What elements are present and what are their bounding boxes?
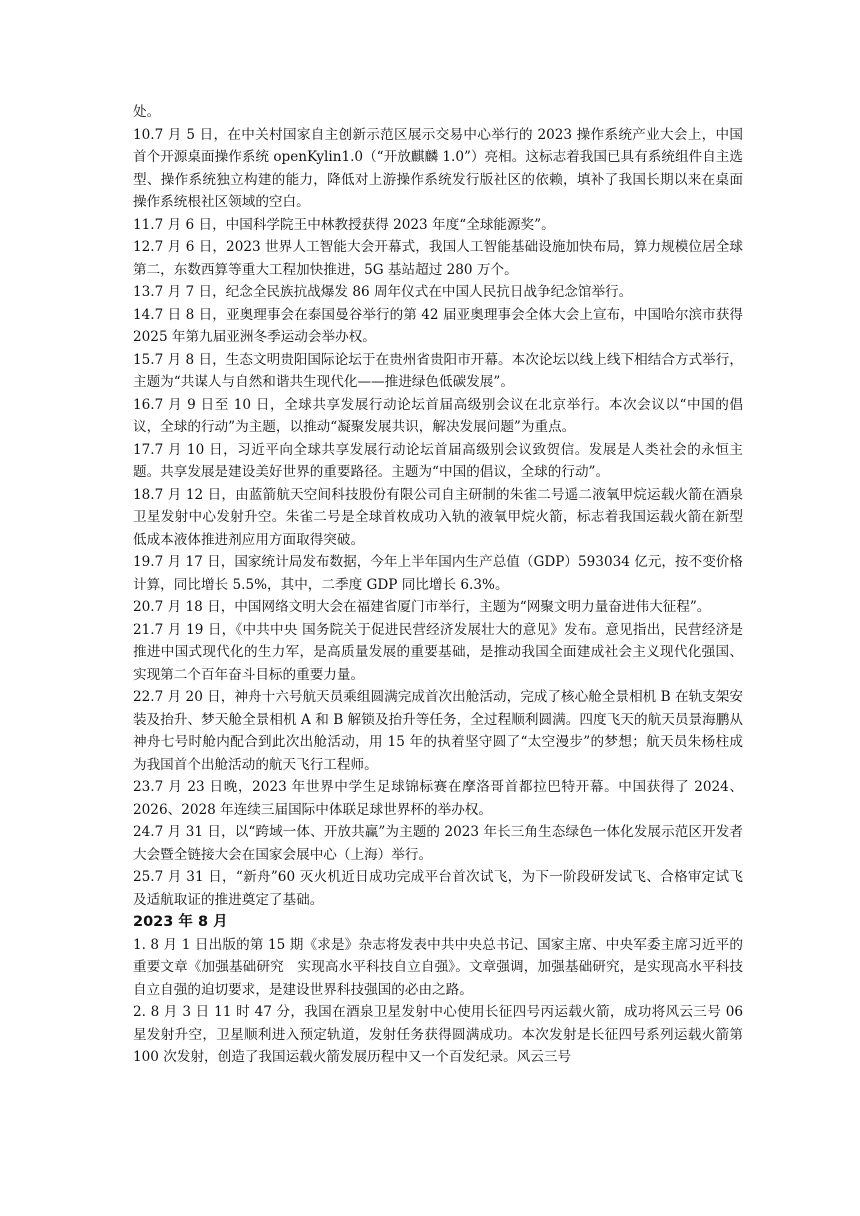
list-item: 20.7 月 18 日，中国网络文明大会在福建省厦门市举行，主题为“网聚文明力量奋进伟大征程”。 (133, 599, 711, 615)
list-item: 10.7 月 5 日，在中关村国家自主创新示范区展示交易中心举行的 2023 操作系统产业大会上，中国首个开源桌面操作系统 openKylin1.0（“开放麒麟 1.0”）亮相。这标志着我国已具有系统组件自主选型、操作系统独立构建的能力，降低对上游操作系统发行版社区的依赖，填补了我国长期以来在桌面操作系统根社区领域的空白。 (133, 126, 743, 210)
list-item: 23.7 月 23 日晚，2023 年世界中学生足球锦标赛在摩洛哥首都拉巴特开幕。中国获得了 2024、2026、2028 年连续三届国际中体联足球世界杯的举办权。 (133, 779, 743, 818)
list-item: 13.7 月 7 日，纪念全民族抗战爆发 86 周年仪式在中国人民抗日战争纪念馆举行。 (133, 284, 633, 300)
list-item: 11.7 月 6 日，中国科学院王中林教授获得 2023 年度“全球能源奖”。 (133, 216, 555, 233)
list-item: 14.7 日 8 日，亚奥理事会在泰国曼谷举行的第 42 届亚奥理事会全体大会上宣布，中国哈尔滨市获得 2025 年第九届亚洲冬季运动会举办权。 (133, 306, 743, 345)
paragraph-continuation: 处。 (133, 104, 161, 120)
list-item: 21.7 月 19 日，《中共中央 国务院关于促进民营经济发展壮大的意见》发布。意见指出，民营经济是推进中国式现代化的生力军，是高质量发展的重要基础，是推动我国全面建成社会主义现代化强国、实现第二个百年奋斗目标的重要力量。 (133, 621, 743, 683)
list-item: 1. 8 月 1 日出版的第 15 期《求是》杂志将发表中共中央总书记、国家主席、中央军委主席习近平的重要文章《加强基础研究 实现高水平科技自立自强》。文章强调，加强基础研究，是实现高水平科技自立自强的迫切要求，是建设世界科技强国的必由之路。 (133, 936, 743, 998)
list-item: 16.7 月 9 日至 10 日，全球共享发展行动论坛首届高级别会议在北京举行。本次会议以“中国的倡议，全球的行动”为主题，以推动“凝聚发展共识，解决发展问题”为重点。 (133, 396, 743, 435)
list-item: 17.7 月 10 日，习近平向全球共享发展行动论坛首届高级别会议致贺信。发展是人类社会的永恒主题。共享发展是建设美好世界的重要路径。主题为“中国的倡议，全球的行动”。 (133, 441, 743, 480)
list-item: 12.7 月 6 日，2023 世界人工智能大会开幕式，我国人工智能基础设施加快布局，算力规模位居全球第二，东数西算等重大工程加快推进，5G 基站超过 280 万个。 (133, 239, 743, 278)
list-item: 24.7 月 31 日，以“跨域一体、开放共赢”为主题的 2023 年长三角生态绿色一体化发展示范区开发者大会暨全链接大会在国家会展中心（上海）举行。 (133, 824, 743, 863)
list-item: 22.7 月 20 日，神舟十六号航天员乘组圆满完成首次出舱活动，完成了核心舱全景相机 B 在轨支架安装及抬升、梦天舱全景相机 A 和 B 解锁及抬升等任务，全过程顺利圆满。四度飞天的航天员景海鹏从神舟七号时舱内配合到此次出舱活动，用 15 年的执着坚守圆了“太空漫步”的梦想；航天员朱杨柱成为我国首个出舱活动的航天飞行工程师。 (133, 689, 743, 773)
list-item: 18.7 月 12 日，由蓝箭航天空间科技股份有限公司自主研制的朱雀二号遥二液氧甲烷运载火箭在酒泉卫星发射中心发射升空。朱雀二号是全球首枚成功入轨的液氧甲烷火箭，标志着我国运载火箭在新型低成本液体推进剂应用方面取得突破。 (133, 486, 743, 548)
list-item: 19.7 月 17 日，国家统计局发布数据，今年上半年国内生产总值（GDP）593034 亿元，按不变价格计算，同比增长 5.5%，其中，二季度 GDP 同比增长 6.3%。 (133, 554, 743, 593)
list-item: 15.7 月 8 日，生态文明贵阳国际论坛于在贵州省贵阳市开幕。本次论坛以线上线下相结合方式举行，主题为“共谋人与自然和谐共生现代化——推进绿色低碳发展”。 (133, 351, 743, 390)
list-item: 25.7 月 31 日，“新舟”60 灭火机近日成功完成平台首次试飞，为下一阶段研发试飞、合格审定试飞及适航取证的推进奠定了基础。 (133, 869, 743, 908)
section-heading: 2023 年 8 月 (133, 914, 228, 930)
list-item: 2. 8 月 3 日 11 时 47 分，我国在酒泉卫星发射中心使用长征四号丙运载火箭，成功将风云三号 06 星发射升空，卫星顺利进入预定轨道，发射任务获得圆满成功。本次发射是长征四号系列运载火箭第 100 次发射，创造了我国运载火箭发展历程中又一个百发纪录。风云三号 (133, 1004, 743, 1065)
document-page (133, 101, 743, 1069)
